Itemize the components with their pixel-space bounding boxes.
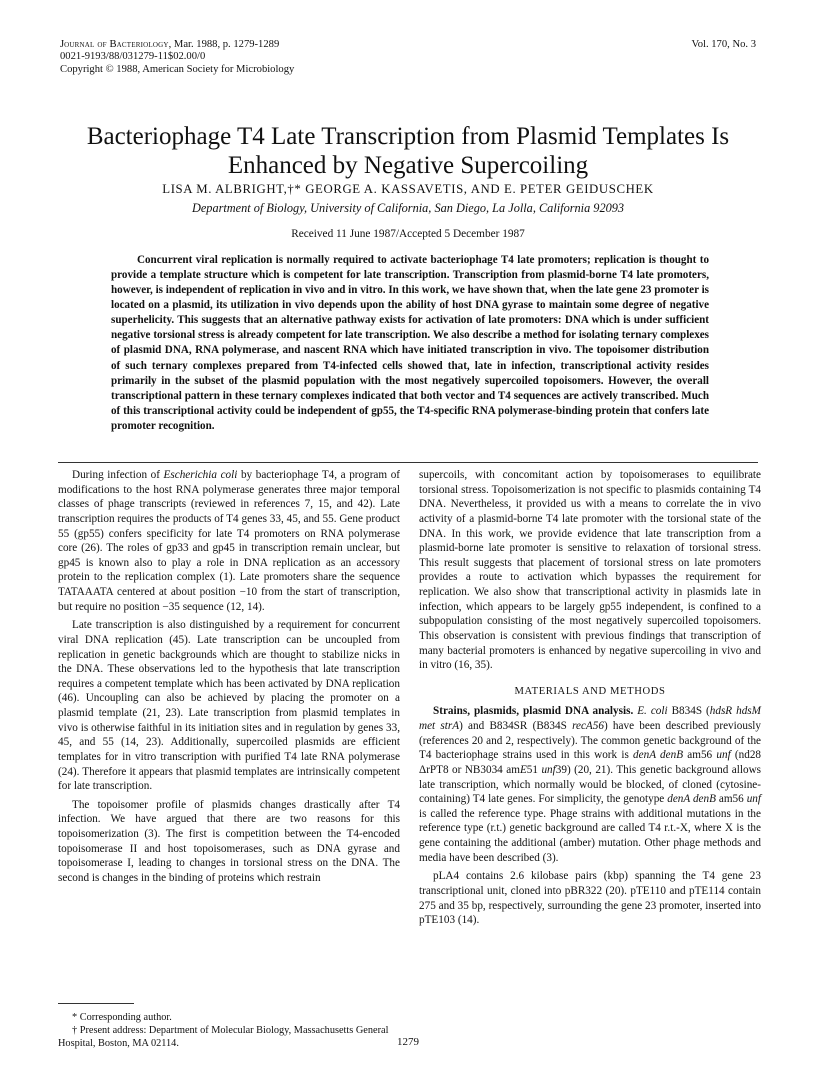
abstract: Concurrent viral replication is normally required to activate bacteriophage T4 late promoters; replication is thought to provide a template structure which is competent for late transcription. Transcription from plasmid-borne T4 late promoters, however, is independent of replication in vivo and in vitro. In this work, we have shown that, when the late gene 23 promoter is located on a plasmid, its utilization in vivo depends upon the ability of host DNA gyrase to maintain some degree of negative superhelicity. This suggests that an alternative pathway exists for activation of late promoters: DNA which is under sufficient negative torsional stress is already competent for late transcription. We also describe a method for isolating ternary complexes of plasmid DNA, RNA polymerase, and nascent RNA which have initiated transcription in vivo. The topoisomer distribution of such ternary complexes prepared from T4-infected cells showed that, late in infection, transcriptional activity resides primarily in the subset of the plasmid population with the most negatively supercoiled topoisomers. However, the overall transcriptional pattern in these ternary complexes indicated that both vector and T4 sequences are actively transcribed. Much of this transcriptional activity could be independent of gp55, the T4-specific RNA polymerase-binding protein that confers late promoter recognition. (111, 254, 709, 432)
methods-paragraph-1: Strains, plasmids, plasmid DNA analysis. E. coli B834S (hdsR hdsM met strA) and B834SR (B834S recA56) have been described previously (references 20 and 2, respectively). The common genetic background of the T4 bacteriophage strains used in this work is denA denB am56 unf (nd28 ΔrPT8 or NB3034 amE51 unf39) (20, 21). This genetic background allows late transcription, which normally would be blocked, of cloned (cytosine-containing) T4 late genes. For simplicity, the genotype denA denB am56 unf is called the reference type. Phage strains with additional mutations in the reference type (r.t.) genetic background are called T4 r.t.-X, where X is the gene containing the additional (amber) mutation. Other phage methods and media have been described (3). (419, 705, 762, 864)
intro-paragraph-continued: supercoils, with concomitant action by topoisomerases to equilibrate torsional stress. Topoisomerization is not specific to plasmids containing T4 DNA. Nevertheless, it provided us with a means to correlate the in vivo activity of a plasmid-borne T4 late promoter with the torsional state of the DNA. In this work, we provide evidence that late transcription from a plasmid-borne late promoter is sensitive to relaxation of torsional stress. This result suggests that placement of torsional stress on late promoters provides a route to activation which bypasses the requirement for replication. We also show that transcriptional activity in plasmids late in infection, which appears to be largely gp55 independent, is confined to a subpopulation consisting of the most negatively supercoiled topoisomers. This observation is consistent with previous findings that transcription of many bacterial promoters is enhanced by negative supercoiling in vivo and in vitro (16, 35). (419, 469, 761, 672)
intro-paragraph-1: During infection of Escherichia coli by bacteriophage T4, a program of modifications to the host RNA polymerase generates three major temporal classes of phage transcripts (reviewed in references 7, 15, and 42). Late transcription requires the products of T4 genes 33, 45, and 55. Gene product 55 (gp55) confers specificity for late T4 promoters on RNA polymerase core (26). The roles of gp33 and gp45 in transcription remain unclear, but gp45 is known also to play a role in DNA replication as an accessory protein to the replication complex (1). Late promoters share the sequence TATAAATA centered at about position −10 from the start of transcription, but require no position −35 sequence (12, 14). (58, 469, 401, 613)
right-column (419, 468, 761, 928)
section-heading: MATERIALS AND METHODS (514, 685, 666, 697)
intro-paragraph-3: The topoisomer profile of plasmids changes drastically after T4 infection. We have argued that there are two reasons for this topoisomerization (3). The first is competition between the T4-encoded topoisomerase II and host topoisomerases, such as DNA gyrase and topoisomerase I, leading to changes in torsional stress on the DNA. The second is changes in the binding of proteins which restrain (58, 798, 400, 884)
received-dates: Received 11 June 1987/Accepted 5 December 1987 (291, 228, 525, 240)
journal-header (60, 39, 294, 76)
author-list: LISA M. ALBRIGHT,†* GEORGE A. KASSAVETIS, AND E. PETER GEIDUSCHEK (162, 182, 654, 196)
affiliation: Department of Biology, University of California, San Diego, La Jolla, California 92093 (191, 201, 625, 215)
title-line-1: Bacteriophage T4 Late Transcription from Plasmid Templates Is (86, 123, 730, 150)
issn-line: 0021-9193/88/031279-11$02.00/0 (60, 51, 206, 63)
footnote-corresponding: * Corresponding author. (72, 1012, 172, 1023)
copyright-line: Copyright © 1988, American Society for Microbiology (60, 63, 295, 75)
volume-label: Vol. 170, No. 3 (691, 39, 756, 50)
left-column (58, 468, 400, 886)
page-number: 1279 (397, 1036, 419, 1048)
journal-citation: Journal of Bacteriology, Mar. 1988, p. 1279-1289 (60, 39, 280, 50)
article-title (50, 122, 766, 180)
title-line-2: Enhanced by Negative Supercoiling (227, 152, 589, 179)
footnote-rule (58, 1003, 134, 1004)
intro-paragraph-2: Late transcription is also distinguished by a requirement for concurrent viral DNA replication (45). Late transcription can be uncoupled from replication in genetic backgrounds which are thought to stabilize nicks in the DNA. These observations led to the hypothesis that late transcription requires a competent template which has been activated by DNA replication (46). Uncoupling can also be achieved by placing the promoter on a plasmid template (21, 23). Late transcription from plasmid templates in vivo is otherwise faithful in its initiation sites and in regulation by genes 33, 45, and 55 (14, 23). Additionally, supercoiled plasmids are efficient templates for in vitro transcription with purified T4 late RNA polymerase (24). Therefore it appears that plasmid templates are intrinsically competent for late transcription. (58, 619, 400, 793)
methods-paragraph-2: pLA4 contains 2.6 kilobase pairs (kbp) spanning the T4 gene 23 transcriptional unit, cloned into pBR322 (20). pTE110 and pTE114 contain 275 and 35 bp, respectively, surrounding the gene 23 promoter, inserted into pTE103 (14). (419, 870, 761, 927)
section-divider (58, 462, 758, 463)
footnote-present-address: † Present address: Department of Molecular Biology, Massachusetts General Hospital, Boston, MA 02114. (58, 1024, 389, 1049)
